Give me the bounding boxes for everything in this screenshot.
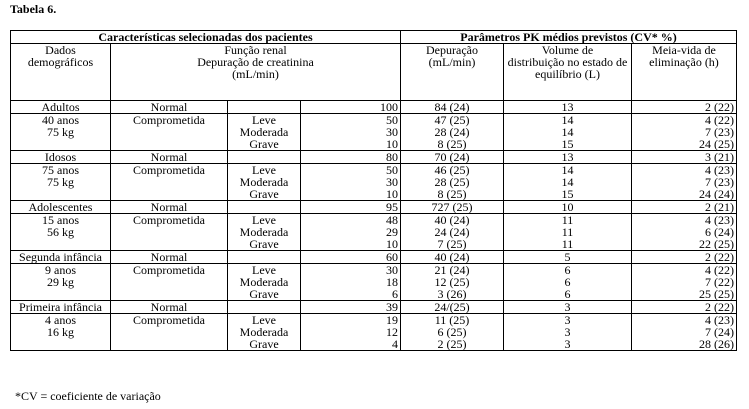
volume-value: 11 xyxy=(561,213,574,227)
renal-normal-cell: Normal xyxy=(111,201,228,214)
renal-normal-cell: Normal xyxy=(111,151,228,164)
volume-cell: 3 xyxy=(504,301,632,314)
group-header-left: Características selecionadas dos pacientes xyxy=(11,31,401,44)
depuracao-value: 28 (25) xyxy=(434,175,470,189)
level-empty-cell xyxy=(228,301,301,314)
crcl-cell xyxy=(301,114,401,151)
volume-value: 3 xyxy=(564,313,571,327)
meiavida-cell xyxy=(632,214,737,251)
demo-age: 4 anos xyxy=(45,313,76,327)
level-label: Grave xyxy=(249,237,279,251)
renal-normal-cell: Normal xyxy=(111,101,228,114)
col-header-meiavida xyxy=(632,44,737,101)
renal-impaired-cell: Comprometida xyxy=(111,264,228,301)
level-label: Moderada xyxy=(239,225,289,239)
depuracao-value: 7 (25) xyxy=(437,237,467,251)
depuracao-value: 8 (25) xyxy=(437,137,467,151)
meiavida-value: 7 (23) xyxy=(705,125,734,139)
meiavida-value: 24 (25) xyxy=(699,137,734,151)
renal-impaired-cell: Comprometida xyxy=(111,114,228,151)
table-row-impaired xyxy=(11,264,737,301)
depuracao-value: 46 (25) xyxy=(434,163,470,177)
crcl-value: 50 xyxy=(386,113,398,127)
demo-age: 75 anos xyxy=(42,163,79,177)
demo-cell xyxy=(11,114,111,151)
crcl-cell: 60 xyxy=(301,251,401,264)
volume-cell xyxy=(504,264,632,301)
demo-weight: 75 kg xyxy=(47,125,74,139)
volume-cell xyxy=(504,114,632,151)
col-header-funcao-line: Função renal xyxy=(224,43,287,57)
footnote: *CV = coeficiente de variação xyxy=(15,389,161,403)
table-row-normal xyxy=(11,151,737,164)
depuracao-value: 8 (25) xyxy=(437,187,467,201)
group-name-cell: Idosos xyxy=(11,151,111,164)
depuracao-cell xyxy=(401,164,504,201)
meiavida-cell: 2 (21) xyxy=(632,201,737,214)
col-header-funcao-line: Depuração de creatinina xyxy=(197,55,314,69)
group-name-cell: Adolescentes xyxy=(11,201,111,214)
meiavida-value: 4 (22) xyxy=(705,263,734,277)
level-cell xyxy=(228,314,301,351)
table-row-impaired xyxy=(11,214,737,251)
table-row-impaired xyxy=(11,314,737,351)
crcl-value: 10 xyxy=(386,237,398,251)
level-label: Grave xyxy=(249,137,279,151)
col-header-depuracao-line: Depuração xyxy=(426,43,478,57)
depuracao-cell xyxy=(401,114,504,151)
depuracao-value: 21 (24) xyxy=(434,263,470,277)
volume-value: 14 xyxy=(561,163,574,177)
depuracao-value: 24 (24) xyxy=(434,225,470,239)
col-header-dados-line: Dados xyxy=(45,43,76,57)
volume-cell xyxy=(504,314,632,351)
crcl-value: 12 xyxy=(386,325,398,339)
meiavida-cell xyxy=(632,314,737,351)
crcl-cell xyxy=(301,164,401,201)
col-header-volume-line: equilíbrio (L) xyxy=(535,67,600,81)
table-body xyxy=(11,101,737,351)
level-label: Moderada xyxy=(239,125,289,139)
meiavida-cell xyxy=(632,114,737,151)
volume-cell xyxy=(504,164,632,201)
demo-cell xyxy=(11,264,111,301)
table-row-normal xyxy=(11,201,737,214)
col-header-dados-line: demográficos xyxy=(27,55,94,69)
meiavida-value: 4 (23) xyxy=(705,163,734,177)
volume-cell xyxy=(504,214,632,251)
meiavida-value: 28 (26) xyxy=(699,337,734,351)
level-cell xyxy=(228,264,301,301)
volume-value: 6 xyxy=(564,287,571,301)
crcl-value: 10 xyxy=(386,137,398,151)
volume-value: 11 xyxy=(561,237,574,251)
volume-cell: 10 xyxy=(504,201,632,214)
meiavida-value: 22 (25) xyxy=(699,237,734,251)
group-name-cell: Segunda infância xyxy=(11,251,111,264)
demo-age: 9 anos xyxy=(45,263,76,277)
renal-impaired-cell: Comprometida xyxy=(111,314,228,351)
demo-weight: 75 kg xyxy=(47,175,74,189)
level-cell xyxy=(228,214,301,251)
level-label: Leve xyxy=(252,313,276,327)
depuracao-value: 11 (25) xyxy=(434,313,470,327)
demo-cell xyxy=(11,314,111,351)
depuracao-cell: 727 (25) xyxy=(401,201,504,214)
level-empty-cell xyxy=(228,101,301,114)
level-label: Leve xyxy=(252,263,276,277)
depuracao-value: 2 (25) xyxy=(437,337,467,351)
crcl-value: 30 xyxy=(386,263,398,277)
group-header-right: Parâmetros PK médios previstos (CV* %) xyxy=(401,31,737,44)
meiavida-value: 6 (24) xyxy=(705,225,734,239)
crcl-value: 19 xyxy=(386,313,398,327)
group-name-cell: Adultos xyxy=(11,101,111,114)
depuracao-cell xyxy=(401,314,504,351)
meiavida-cell: 2 (22) xyxy=(632,101,737,114)
col-header-dados xyxy=(11,44,111,101)
demo-age: 15 anos xyxy=(42,213,79,227)
crcl-cell xyxy=(301,264,401,301)
demo-cell xyxy=(11,164,111,201)
volume-value: 14 xyxy=(561,175,574,189)
volume-value: 3 xyxy=(564,337,571,351)
meiavida-cell: 2 (22) xyxy=(632,301,737,314)
volume-value: 3 xyxy=(564,325,571,339)
depuracao-cell xyxy=(401,264,504,301)
crcl-value: 30 xyxy=(386,125,398,139)
depuracao-value: 3 (26) xyxy=(437,287,467,301)
level-label: Leve xyxy=(252,213,276,227)
col-header-meiavida-line: eliminação (h) xyxy=(649,55,719,69)
depuracao-cell: 24/(25) xyxy=(401,301,504,314)
demo-weight: 29 kg xyxy=(47,275,74,289)
col-header-depuracao-line: (mL/min) xyxy=(428,55,476,69)
table-row-normal xyxy=(11,251,737,264)
meiavida-value: 25 (25) xyxy=(699,287,734,301)
depuracao-cell: 70 (24) xyxy=(401,151,504,164)
table-row-impaired xyxy=(11,114,737,151)
level-empty-cell xyxy=(228,151,301,164)
table-row-impaired xyxy=(11,164,737,201)
col-header-funcao-line: (mL/min) xyxy=(232,67,279,81)
crcl-cell xyxy=(301,314,401,351)
crcl-value: 50 xyxy=(386,163,398,177)
crcl-value: 30 xyxy=(386,175,398,189)
meiavida-value: 7 (22) xyxy=(705,275,734,289)
renal-normal-cell: Normal xyxy=(111,301,228,314)
meiavida-value: 7 (23) xyxy=(705,175,734,189)
level-label: Leve xyxy=(252,163,276,177)
meiavida-value: 4 (23) xyxy=(705,313,734,327)
level-label: Moderada xyxy=(239,175,289,189)
meiavida-value: 24 (24) xyxy=(699,187,734,201)
depuracao-value: 12 (25) xyxy=(434,275,470,289)
level-cell xyxy=(228,114,301,151)
meiavida-value: 4 (22) xyxy=(705,113,734,127)
level-label: Moderada xyxy=(239,275,289,289)
level-empty-cell xyxy=(228,201,301,214)
meiavida-value: 7 (24) xyxy=(705,325,734,339)
volume-value: 15 xyxy=(561,187,574,201)
renal-normal-cell: Normal xyxy=(111,251,228,264)
volume-value: 14 xyxy=(561,113,574,127)
column-header-row xyxy=(11,44,737,101)
volume-value: 6 xyxy=(564,275,571,289)
volume-cell: 13 xyxy=(504,151,632,164)
volume-value: 6 xyxy=(564,263,571,277)
crcl-cell xyxy=(301,214,401,251)
crcl-value: 10 xyxy=(386,187,398,201)
level-cell xyxy=(228,164,301,201)
level-label: Grave xyxy=(249,337,279,351)
crcl-value: 18 xyxy=(386,275,398,289)
level-label: Moderada xyxy=(239,325,289,339)
pk-table xyxy=(10,30,737,351)
depuracao-cell xyxy=(401,214,504,251)
volume-cell: 5 xyxy=(504,251,632,264)
crcl-cell: 100 xyxy=(301,101,401,114)
depuracao-value: 47 (25) xyxy=(434,113,470,127)
volume-value: 14 xyxy=(561,125,574,139)
demo-weight: 16 kg xyxy=(47,325,74,339)
table-row-normal xyxy=(11,101,737,114)
level-label: Leve xyxy=(252,113,276,127)
level-empty-cell xyxy=(228,251,301,264)
col-header-volume-line: distribuição no estado de xyxy=(507,55,628,69)
depuracao-cell: 40 (24) xyxy=(401,251,504,264)
crcl-value: 48 xyxy=(386,213,398,227)
demo-cell xyxy=(11,214,111,251)
meiavida-cell xyxy=(632,264,737,301)
level-label: Grave xyxy=(249,187,279,201)
crcl-value: 4 xyxy=(392,337,398,351)
col-header-meiavida-line: Meia-vida de xyxy=(652,43,716,57)
depuracao-value: 40 (24) xyxy=(434,213,470,227)
depuracao-cell: 84 (24) xyxy=(401,101,504,114)
volume-cell: 13 xyxy=(504,101,632,114)
demo-weight: 56 kg xyxy=(47,225,74,239)
volume-value: 15 xyxy=(561,137,574,151)
col-header-funcao xyxy=(111,44,401,101)
depuracao-value: 6 (25) xyxy=(437,325,467,339)
group-header-row xyxy=(11,31,737,44)
crcl-cell: 95 xyxy=(301,201,401,214)
table-title: Tabela 6. xyxy=(10,2,57,16)
col-header-depuracao xyxy=(401,44,504,101)
demo-age: 40 anos xyxy=(42,113,79,127)
group-name-cell: Primeira infância xyxy=(11,301,111,314)
crcl-value: 29 xyxy=(386,225,398,239)
meiavida-cell xyxy=(632,164,737,201)
meiavida-cell: 2 (22) xyxy=(632,251,737,264)
depuracao-value: 28 (24) xyxy=(434,125,470,139)
table-row-normal xyxy=(11,301,737,314)
meiavida-cell: 3 (21) xyxy=(632,151,737,164)
meiavida-value: 4 (23) xyxy=(705,213,734,227)
crcl-value: 6 xyxy=(392,287,398,301)
col-header-volume xyxy=(504,44,632,101)
renal-impaired-cell: Comprometida xyxy=(111,214,228,251)
crcl-cell: 80 xyxy=(301,151,401,164)
crcl-cell: 39 xyxy=(301,301,401,314)
volume-value: 11 xyxy=(561,225,574,239)
renal-impaired-cell: Comprometida xyxy=(111,164,228,201)
level-label: Grave xyxy=(249,287,279,301)
col-header-volume-line: Volume de xyxy=(541,43,594,57)
